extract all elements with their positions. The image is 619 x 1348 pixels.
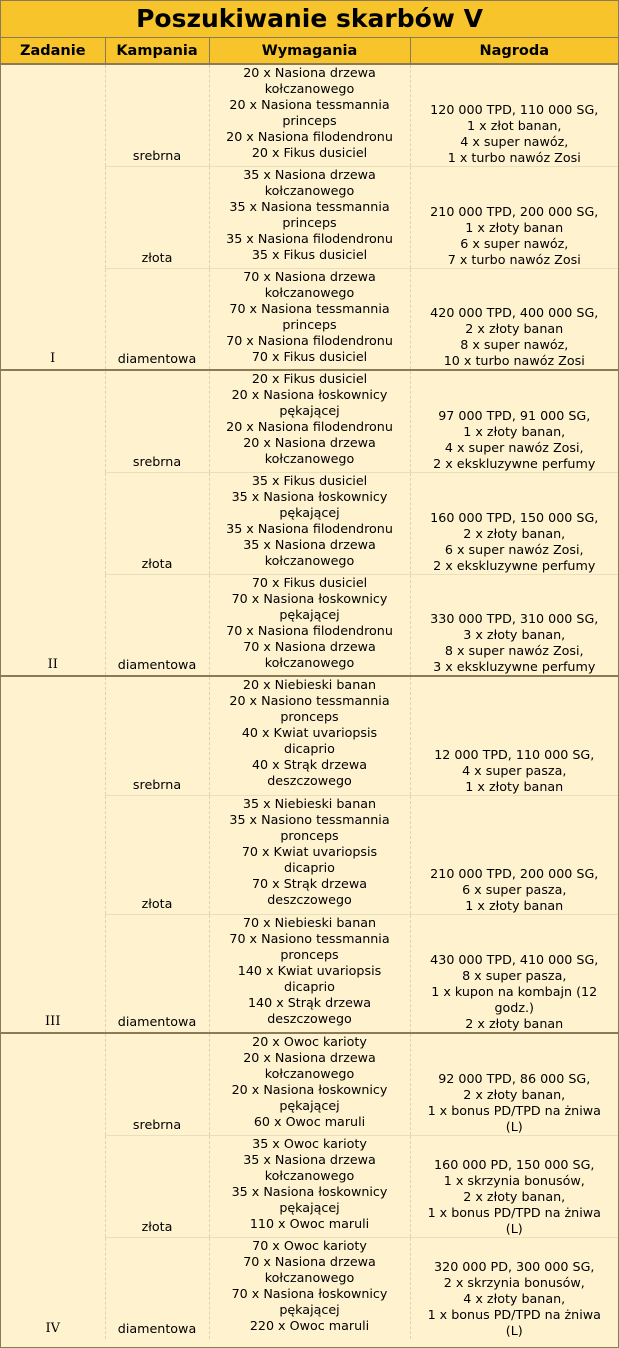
reward-line: 4 x super nawóz Zosi, <box>444 439 584 455</box>
requirement-line: dicaprio <box>284 978 335 994</box>
requirement-line: 20 x Fikus dusiciel <box>251 371 368 386</box>
reward-line: 3 x ekskluzywne perfumy <box>433 659 596 674</box>
requirement-line: 35 x Owoc karioty <box>252 1135 367 1151</box>
requirement-line: kołczanowego <box>264 552 355 568</box>
requirement-line: pronceps <box>280 827 339 843</box>
requirement-line: pronceps <box>280 946 339 962</box>
reward-line: 8 x super nawóz, <box>460 337 569 352</box>
requirement-line: kołczanowego <box>264 654 355 670</box>
requirement-line: 40 x Strąk drzewa <box>251 757 367 772</box>
header-zadanie: Zadanie <box>1 38 105 64</box>
reward-line: 7 x turbo nawóz Zosi <box>447 251 581 267</box>
requirement-line: kołczanowego <box>264 451 355 466</box>
page-title: Poszukiwanie skarbów V <box>1 1 618 38</box>
requirement-line: 140 x Kwiat uvariopsis <box>237 962 382 978</box>
reward-line: 2 x ekskluzywne perfumy <box>433 455 596 471</box>
requirement-line: 20 x Nasiona drzewa <box>243 65 376 80</box>
kampania-cell: diamentowa <box>105 574 209 676</box>
requirement-line: 20 x Nasiona filodendronu <box>226 129 393 144</box>
kampania-cell: srebrna <box>105 370 209 472</box>
nagroda-cell <box>410 1237 618 1339</box>
zadanie-cell: I <box>1 64 105 370</box>
requirement-line: 20 x Owoc karioty <box>252 1034 367 1049</box>
nagroda-cell <box>410 574 618 676</box>
kampania-cell: srebrna <box>105 64 209 166</box>
reward-line: (L) <box>505 1118 523 1134</box>
requirement-line: 35 x Nasiona filodendronu <box>226 230 393 246</box>
requirement-line: deszczowego <box>267 891 352 907</box>
reward-line: 4 x super pasza, <box>462 762 567 778</box>
requirement-line: 20 x Nasiona drzewa <box>243 1050 376 1065</box>
reward-line: 1 x bonus PD/TPD na żniwa <box>427 1204 601 1220</box>
reward-line: 2 x złoty banan <box>465 321 564 336</box>
requirement-line: 35 x Niebieski banan <box>242 795 377 811</box>
reward-line: 1 x turbo nawóz Zosi <box>447 149 581 165</box>
reward-line: 1 x złoty banan, <box>463 423 566 439</box>
table-row <box>1 370 618 472</box>
requirement-line: deszczowego <box>267 773 352 788</box>
reward-line: 210 000 TPD, 200 000 SG, <box>430 203 599 219</box>
reward-line: 10 x turbo nawóz Zosi <box>443 353 585 368</box>
requirement-line: 70 x Nasiono tessmannia <box>229 930 390 946</box>
requirement-line: 70 x Fikus dusiciel <box>251 348 368 364</box>
rewards-table <box>1 38 618 1339</box>
requirement-line: 70 x Nasiona tessmannia <box>229 300 390 316</box>
kampania-cell: złota <box>105 795 209 914</box>
requirement-line: 20 x Nasiona drzewa <box>243 435 376 450</box>
requirement-line: 60 x Owoc maruli <box>253 1114 366 1129</box>
requirement-line: kołczanowego <box>264 182 355 198</box>
reward-line: 1 x kupon na kombajn (12 <box>431 984 598 999</box>
kampania-cell: złota <box>105 1135 209 1237</box>
requirement-line: kołczanowego <box>264 1269 355 1285</box>
reward-line: 1 x bonus PD/TPD na żniwa <box>427 1102 601 1118</box>
requirement-line: pękającej <box>279 1301 340 1317</box>
reward-line: 12 000 TPD, 110 000 SG, <box>434 746 595 762</box>
requirement-line: 220 x Owoc maruli <box>249 1317 370 1333</box>
reward-line: 1 x bonus PD/TPD na żniwa <box>427 1307 601 1322</box>
requirement-line: 35 x Nasiona łoskownicy <box>231 1183 388 1199</box>
requirement-line: pękającej <box>279 1098 340 1113</box>
requirement-line: pękającej <box>279 1199 340 1215</box>
kampania-cell: złota <box>105 472 209 574</box>
reward-line: 120 000 TPD, 110 000 SG, <box>430 101 599 117</box>
reward-line: 2 x złoty banan, <box>463 1188 566 1204</box>
header-nagroda: Nagroda <box>410 38 618 64</box>
reward-line: 1 x złoty banan <box>465 897 564 913</box>
requirement-line: 70 x Nasiona filodendronu <box>226 622 393 638</box>
requirement-line: dicaprio <box>284 859 335 875</box>
kampania-cell: złota <box>105 166 209 268</box>
requirement-line: 70 x Fikus dusiciel <box>251 574 368 590</box>
requirement-line: 20 x Nasiona tessmannia <box>229 97 390 112</box>
wymagania-cell <box>209 914 410 1033</box>
reward-line: 320 000 PD, 300 000 SG, <box>434 1259 595 1274</box>
requirement-line: kołczanowego <box>264 81 355 96</box>
nagroda-cell <box>410 472 618 574</box>
requirement-line: 140 x Strąk drzewa <box>247 994 372 1010</box>
requirement-line: 35 x Fikus dusiciel <box>251 246 368 262</box>
requirement-line: kołczanowego <box>264 284 355 300</box>
reward-line: 1 x złoty banan <box>465 778 564 794</box>
requirement-line: 35 x Nasiona filodendronu <box>226 520 393 536</box>
reward-line: 430 000 TPD, 410 000 SG, <box>430 952 599 967</box>
requirement-line: princeps <box>282 316 337 332</box>
requirement-line: dicaprio <box>284 741 335 756</box>
requirement-line: 35 x Nasiona drzewa <box>243 536 376 552</box>
requirement-line: 35 x Fikus dusiciel <box>251 472 368 488</box>
requirement-line: 35 x Nasiona drzewa <box>243 1151 376 1167</box>
wymagania-cell <box>209 1135 410 1237</box>
nagroda-cell <box>410 64 618 166</box>
requirement-line: 20 x Niebieski banan <box>242 677 377 692</box>
zadanie-cell: III <box>1 676 105 1033</box>
requirement-line: 20 x Nasiona łoskownicy <box>231 387 388 402</box>
kampania-cell: diamentowa <box>105 268 209 370</box>
reward-line: 97 000 TPD, 91 000 SG, <box>438 407 591 423</box>
requirement-line: 70 x Nasiona drzewa <box>243 1253 376 1269</box>
kampania-cell: srebrna <box>105 676 209 795</box>
wymagania-cell <box>209 795 410 914</box>
reward-line: 92 000 TPD, 86 000 SG, <box>438 1070 591 1086</box>
reward-line: 3 x złoty banan, <box>463 627 566 642</box>
reward-line: 6 x super nawóz Zosi, <box>444 541 584 557</box>
reward-line: 4 x złoty banan, <box>463 1291 566 1306</box>
nagroda-cell <box>410 1135 618 1237</box>
reward-line: 1 x złoty banan <box>465 219 564 235</box>
requirement-line: 20 x Nasiona filodendronu <box>226 419 393 434</box>
nagroda-cell <box>410 676 618 795</box>
reward-line: 8 x super pasza, <box>462 968 567 983</box>
table-row <box>1 1033 618 1135</box>
kampania-cell: diamentowa <box>105 1237 209 1339</box>
requirement-line: 70 x Niebieski banan <box>242 914 377 930</box>
wymagania-cell <box>209 370 410 472</box>
requirement-line: princeps <box>282 214 337 230</box>
table-row <box>1 676 618 795</box>
requirement-line: 70 x Nasiona drzewa <box>243 268 376 284</box>
zadanie-cell: IV <box>1 1033 105 1339</box>
nagroda-cell <box>410 166 618 268</box>
nagroda-cell <box>410 1033 618 1135</box>
reward-line: 2 x złoty banan, <box>463 1086 566 1102</box>
reward-line: 2 x złoty banan <box>465 1016 564 1031</box>
nagroda-cell <box>410 914 618 1033</box>
nagroda-cell <box>410 795 618 914</box>
reward-line: godz.) <box>494 1000 534 1015</box>
wymagania-cell <box>209 268 410 370</box>
wymagania-cell <box>209 166 410 268</box>
header-wymagania: Wymagania <box>209 38 410 64</box>
requirement-line: kołczanowego <box>264 1167 355 1183</box>
table-header <box>1 38 618 64</box>
kampania-cell: srebrna <box>105 1033 209 1135</box>
requirement-line: 35 x Nasiona drzewa <box>243 166 376 182</box>
requirement-line: pękającej <box>279 504 340 520</box>
requirement-line: 70 x Nasiona filodendronu <box>226 332 393 348</box>
reward-line: 4 x super nawóz, <box>460 133 569 149</box>
header-kampania: Kampania <box>105 38 209 64</box>
reward-line: 2 x skrzynia bonusów, <box>443 1275 585 1290</box>
wymagania-cell <box>209 574 410 676</box>
reward-line: 1 x złot banan, <box>467 117 562 133</box>
nagroda-cell <box>410 370 618 472</box>
requirement-line: 40 x Kwiat uvariopsis <box>241 725 378 740</box>
wymagania-cell <box>209 64 410 166</box>
reward-line: 6 x super pasza, <box>462 881 567 897</box>
reward-line: 210 000 TPD, 200 000 SG, <box>430 865 599 881</box>
reward-line: 1 x skrzynia bonusów, <box>443 1172 585 1188</box>
requirement-line: pękającej <box>279 606 340 622</box>
zadanie-cell: II <box>1 370 105 676</box>
table-row <box>1 64 618 166</box>
requirement-line: 35 x Nasiona łoskownicy <box>231 488 388 504</box>
reward-line: 160 000 TPD, 150 000 SG, <box>430 509 599 525</box>
nagroda-cell <box>410 268 618 370</box>
requirement-line: pronceps <box>280 709 339 724</box>
requirement-line: 70 x Nasiona łoskownicy <box>231 1285 388 1301</box>
reward-line: 8 x super nawóz Zosi, <box>444 643 584 658</box>
reward-line: 420 000 TPD, 400 000 SG, <box>430 305 599 320</box>
requirement-line: 35 x Nasiono tessmannia <box>229 811 390 827</box>
wymagania-cell <box>209 1237 410 1339</box>
reward-line: 2 x ekskluzywne perfumy <box>433 557 596 573</box>
requirement-line: deszczowego <box>267 1010 352 1026</box>
reward-line: (L) <box>505 1220 523 1236</box>
requirement-line: 20 x Nasiona łoskownicy <box>231 1082 388 1097</box>
requirement-line: 70 x Owoc karioty <box>252 1237 367 1253</box>
requirement-line: 110 x Owoc maruli <box>249 1215 370 1231</box>
wymagania-cell <box>209 676 410 795</box>
requirement-line: pękającej <box>279 403 340 418</box>
requirement-line: 70 x Strąk drzewa <box>251 875 367 891</box>
kampania-cell: diamentowa <box>105 914 209 1033</box>
requirement-line: 20 x Nasiono tessmannia <box>229 693 390 708</box>
requirement-line: 20 x Fikus dusiciel <box>251 145 368 160</box>
requirement-line: 35 x Nasiona tessmannia <box>229 198 390 214</box>
reward-line: 330 000 TPD, 310 000 SG, <box>430 611 599 626</box>
requirement-line: 70 x Nasiona łoskownicy <box>231 590 388 606</box>
requirement-line: 70 x Nasiona drzewa <box>243 638 376 654</box>
table-body <box>1 64 618 1339</box>
reward-line: 160 000 PD, 150 000 SG, <box>434 1156 595 1172</box>
requirement-line: kołczanowego <box>264 1066 355 1081</box>
requirement-line: 70 x Kwiat uvariopsis <box>241 843 378 859</box>
wymagania-cell <box>209 1033 410 1135</box>
requirement-line: princeps <box>282 113 337 128</box>
reward-line: 6 x super nawóz, <box>460 235 569 251</box>
reward-line: 2 x złoty banan, <box>463 525 566 541</box>
wymagania-cell <box>209 472 410 574</box>
reward-line: (L) <box>505 1323 523 1338</box>
